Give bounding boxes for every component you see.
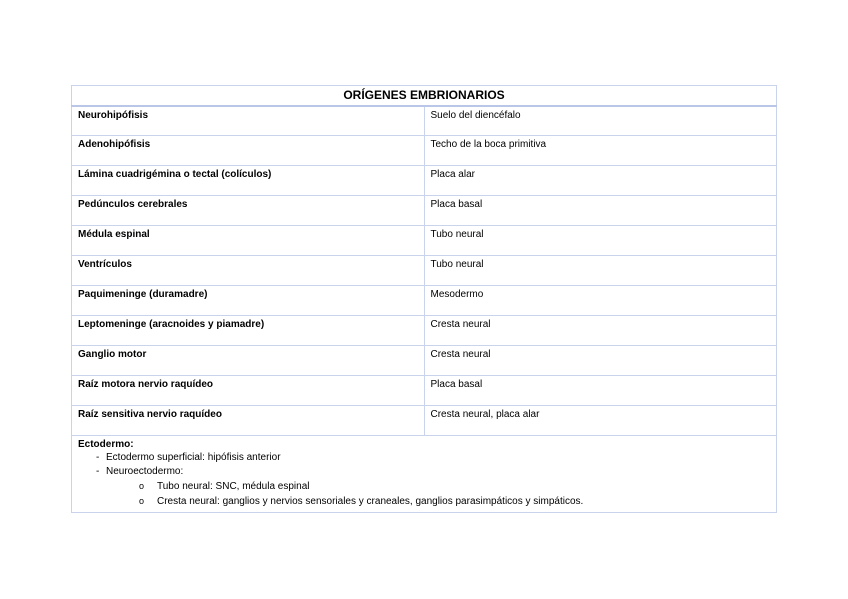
origin-cell: Mesodermo	[424, 286, 777, 316]
structure-cell: Adenohipófisis	[72, 136, 425, 166]
origin-cell: Cresta neural	[424, 316, 777, 346]
structure-cell: Neurohipófisis	[72, 106, 425, 136]
table-row	[72, 256, 777, 286]
origin-cell: Cresta neural	[424, 346, 777, 376]
table-row	[72, 106, 777, 136]
structure-cell: Ventrículos	[72, 256, 425, 286]
notes-cell	[72, 436, 777, 513]
origin-cell: Cresta neural, placa alar	[424, 406, 777, 436]
notes-title: Ectodermo:	[78, 439, 134, 450]
origin-cell: Placa basal	[424, 376, 777, 406]
origin-cell: Placa alar	[424, 166, 777, 196]
origin-cell: Tubo neural	[424, 256, 777, 286]
structure-cell: Pedúnculos cerebrales	[72, 196, 425, 226]
table-row	[72, 226, 777, 256]
structure-cell: Médula espinal	[72, 226, 425, 256]
origin-cell: Tubo neural	[424, 226, 777, 256]
structure-cell: Raíz motora nervio raquídeo	[72, 376, 425, 406]
table-row	[72, 406, 777, 436]
origin-cell: Suelo del diencéfalo	[424, 106, 777, 136]
origin-cell: Placa basal	[424, 196, 777, 226]
table-row	[72, 166, 777, 196]
origin-cell: Techo de la boca primitiva	[424, 136, 777, 166]
notes-sublist-item: o Tubo neural: SNC, médula espinal	[78, 479, 770, 494]
table-row	[72, 346, 777, 376]
table-title: ORÍGENES EMBRIONARIOS	[72, 86, 777, 106]
structure-cell: Raíz sensitiva nervio raquídeo	[72, 406, 425, 436]
notes-list-item: - Neuroectodermo:	[78, 465, 770, 479]
structure-cell: Leptomeninge (aracnoides y piamadre)	[72, 316, 425, 346]
table-row	[72, 196, 777, 226]
notes-row	[72, 436, 777, 513]
origins-table-container	[71, 85, 777, 513]
table-row	[72, 286, 777, 316]
table-row	[72, 376, 777, 406]
notes-sublist-item: o Cresta neural: ganglios y nervios sensoriales y craneales, ganglios parasimpáticos y simpáticos.	[78, 494, 770, 509]
table-row	[72, 136, 777, 166]
structure-cell: Paquimeninge (duramadre)	[72, 286, 425, 316]
table-row	[72, 316, 777, 346]
structure-cell: Ganglio motor	[72, 346, 425, 376]
structure-cell: Lámina cuadrigémina o tectal (colículos)	[72, 166, 425, 196]
origins-table	[71, 85, 777, 513]
notes-list-item: - Ectodermo superficial: hipófisis anterior	[78, 451, 770, 465]
